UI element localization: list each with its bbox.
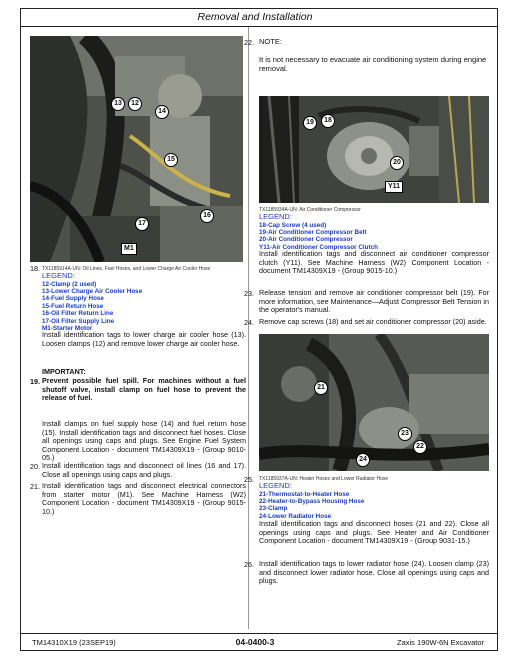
legend-item: Y11-Air Conditioner Compressor Clutch xyxy=(259,243,378,251)
step-24-text: Remove cap screws (18) and set air conditioner compressor (20) aside. xyxy=(259,317,487,326)
legend-item: 19-Air Conditioner Compressor Belt xyxy=(259,229,367,236)
label-m1: M1 xyxy=(121,243,137,255)
step-number: 19. xyxy=(30,377,40,386)
step-number: 24. xyxy=(244,318,254,327)
legend-item: 17-Oil Filter Supply Line xyxy=(42,317,115,325)
step-20-text: Install identification tags and disconnect oil lines (16 and 17). Close all openings using caps and plugs. xyxy=(42,461,246,479)
callout-13: 13 xyxy=(111,97,125,111)
column-divider xyxy=(248,27,249,629)
step-number: 23. xyxy=(244,289,254,298)
callout-19: 19 xyxy=(303,116,317,130)
footer-doc-id: TM14310X19 (23SEP19) xyxy=(32,638,116,647)
ac-compressor-image xyxy=(259,96,489,203)
callout-17: 17 xyxy=(135,217,149,231)
figure-caption: TX1185937A-UN: Heater Hoses and Lower Radiator Hose xyxy=(259,476,389,482)
callout-15: 15 xyxy=(164,153,178,167)
note-title: NOTE: xyxy=(259,37,282,46)
callout-12: 12 xyxy=(128,97,142,111)
engine-photo-oil-fuel-lines xyxy=(30,36,243,262)
callout-22: 22 xyxy=(413,440,427,454)
figure-legend xyxy=(42,272,247,332)
step-number: 22. xyxy=(244,38,254,47)
legend-item: 20-Air Conditioner Compressor xyxy=(259,236,353,244)
legend-item: M1-Starter Motor xyxy=(42,325,93,333)
heater-hoses-photo xyxy=(259,334,489,471)
legend-item: 18-Cap Screw (4 used) xyxy=(259,221,327,229)
heater-hoses-image xyxy=(259,334,489,471)
page-title: Removal and Installation xyxy=(197,11,313,23)
step-number: 21. xyxy=(30,482,40,491)
legend-title: LEGEND: xyxy=(42,271,75,280)
step-number: 18. xyxy=(30,264,40,273)
callout-18: 18 xyxy=(321,114,335,128)
callout-14: 14 xyxy=(155,105,169,119)
step-22-text: Install identification tags and disconnect air conditioner compressor clutch (Y11). See Machine Harness (W2) Component Location - document TM14309X19 - (Group 9015-10.) xyxy=(259,249,489,276)
figure-legend xyxy=(259,213,489,251)
step-23-text: Release tension and remove air conditioner compressor belt (19). For more information, see Maintenance—Adjust Compressor Belt Tension in the operator's manual. xyxy=(259,288,489,315)
legend-item: 21-Thermostat-to-Heater Hose xyxy=(259,490,350,498)
callout-16: 16 xyxy=(200,209,214,223)
footer-divider xyxy=(20,633,498,634)
step-18-text: Install identification tags to lower charge air cooler hose (13). Loosen clamps (12) and remove lower charge air cooler hose. xyxy=(42,330,246,348)
ac-compressor-photo xyxy=(259,96,489,203)
figure-legend xyxy=(259,482,489,520)
note-text: It is not necessary to evacuate air conditioning system during engine removal. xyxy=(259,55,487,73)
step-19-text: Install clamps on fuel supply hose (14) and fuel return hose (15). Install identification tags and disconnect fuel hoses. Close all openings using caps and plugs. See Engine Fuel System Component Location - document TM14309X19 - (Group 9010-05.) xyxy=(42,419,246,463)
callout-23: 23 xyxy=(398,427,412,441)
important-warning: Prevent possible fuel spill. For machines without a fuel shutoff valve, install clamp on fuel hose to prevent the release of fuel. xyxy=(42,376,246,403)
step-number: 26. xyxy=(244,560,254,569)
important-title: IMPORTANT: xyxy=(42,367,86,376)
step-21-text: Install identification tags and disconnect electrical connectors from starter motor (M1). See Machine Harness (W2) Component Location - document TM14309X19 - (Group 9015-10.) xyxy=(42,481,246,516)
legend-item: 13-Lower Charge Air Cooler Hose xyxy=(42,288,143,295)
step-number: 20. xyxy=(30,462,40,471)
legend-item: 16-Oil Filter Return Line xyxy=(42,310,114,318)
legend-item: 15-Fuel Return Hose xyxy=(42,302,104,310)
label-y11: Y11 xyxy=(385,181,403,193)
footer-page-number: 04-0400-3 xyxy=(235,637,275,647)
figure-caption: TX1185934A-UN: Air Conditioner Compressor xyxy=(259,207,361,213)
header-divider xyxy=(20,26,498,27)
footer-model: Zaxis 190W-6N Excavator xyxy=(397,638,484,647)
legend-item: 14-Fuel Supply Hose xyxy=(42,295,104,303)
legend-item: 12-Clamp (2 used) xyxy=(42,280,97,288)
legend-title: LEGEND: xyxy=(259,481,292,490)
legend-item: 23-Clamp xyxy=(259,505,288,513)
legend-item: 22-Heater-to-Bypass Housing Hose xyxy=(259,498,365,505)
step-number: 25. xyxy=(244,475,254,484)
callout-20: 20 xyxy=(390,156,404,170)
callout-21: 21 xyxy=(314,381,328,395)
step-26-text: Install identification tags to lower radiator hose (24). Loosen clamp (23) and disconnect lower radiator hose. Close all openings using caps and plugs. xyxy=(259,559,489,586)
legend-item: 24-Lower Radiator Hose xyxy=(259,512,332,520)
callout-24: 24 xyxy=(356,453,370,467)
figure-caption: TX1185914A-UN: Oil Lines, Fuel Hoses, and Lower Charge Air Cooler Hose xyxy=(42,266,211,272)
legend-title: LEGEND: xyxy=(259,212,292,221)
step-25-text: Install identification tags and disconnect hoses (21 and 22). Close all openings using caps and plugs. See Heater and Air Conditioner Component Location - document TM14309X19 - (Group 9031-15.) xyxy=(259,519,489,546)
